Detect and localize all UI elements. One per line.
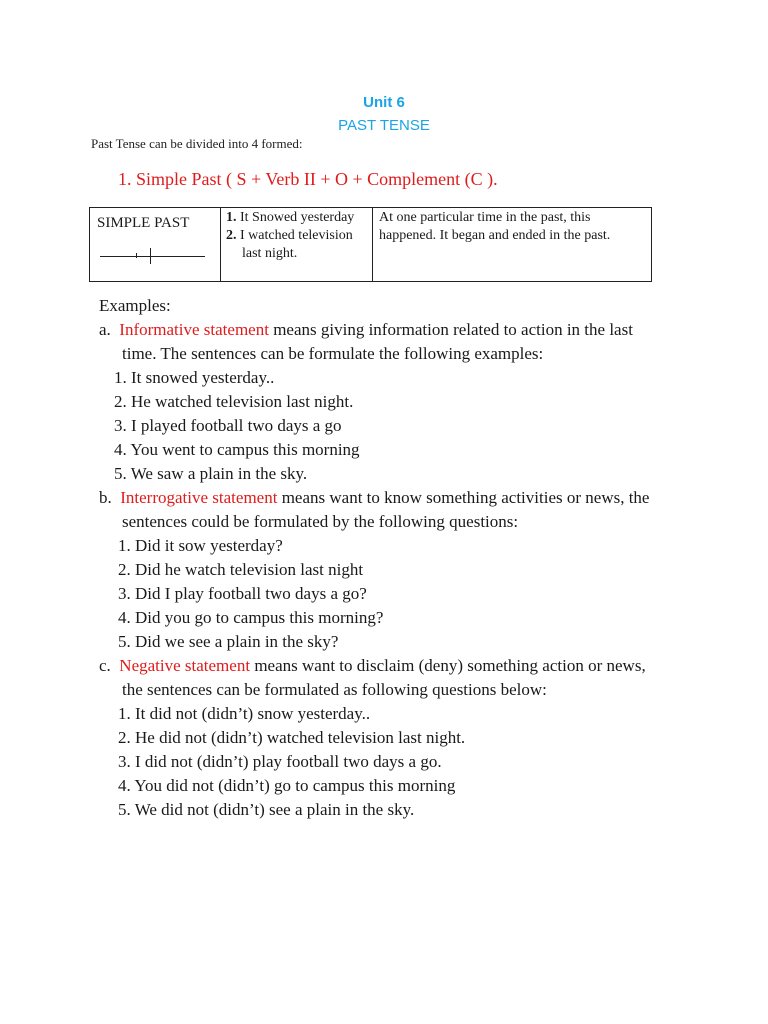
table-label: SIMPLE PAST <box>97 215 190 231</box>
group-c-letter: c. <box>99 656 111 675</box>
list-item: 3. I did not (didn’t) play football two days a go. <box>118 752 442 771</box>
list-item: 2. He did not (didn’t) watched television last night. <box>118 728 466 747</box>
group-b-term: Interrogative statement <box>120 488 278 507</box>
list-item: 2. He watched television last night. <box>114 392 354 411</box>
table-example-1: 1. It Snowed yesterday <box>226 210 355 225</box>
group-a-line-2: time. The sentences can be formulate the following examples: <box>122 344 544 363</box>
section-heading: 1. Simple Past ( S + Verb II + O + Complement (C ). <box>118 169 498 189</box>
table-label-cell <box>90 208 221 281</box>
timeline-diagram <box>100 248 205 264</box>
list-item: 3. I played football two days a go <box>114 416 342 435</box>
group-a-term: Informative statement <box>119 320 269 339</box>
list-item: 4. You did not (didn’t) go to campus this morning <box>118 776 456 795</box>
table-example-3: last night. <box>242 246 298 261</box>
unit-title: Unit 6 <box>363 94 405 111</box>
group-c-line-2: the sentences can be formulated as following questions below: <box>122 680 547 699</box>
list-item: 5. We saw a plain in the sky. <box>114 464 308 483</box>
group-b-line-1: b. Interrogative statement means want to know something activities or news, the <box>99 488 650 507</box>
list-item: 1. Did it sow yesterday? <box>118 536 283 555</box>
table-description-line-1: At one particular time in the past, this <box>379 210 591 225</box>
table-examples-cell <box>221 208 373 281</box>
list-item: 1. It did not (didn’t) snow yesterday.. <box>118 704 371 723</box>
list-item: 1. It snowed yesterday.. <box>114 368 275 387</box>
simple-past-table <box>89 207 652 282</box>
group-c-term: Negative statement <box>119 656 251 675</box>
examples-label: Examples: <box>99 296 171 315</box>
list-item: 4. You went to campus this morning <box>114 440 360 459</box>
group-a-line-1: a. Informative statement means giving information related to action in the last <box>99 320 633 339</box>
list-item: 2. Did he watch television last night <box>118 560 364 579</box>
list-item: 5. Did we see a plain in the sky? <box>118 632 339 651</box>
group-b-letter: b. <box>99 488 112 507</box>
list-item: 3. Did I play football two days a go? <box>118 584 367 603</box>
table-description-cell <box>373 208 651 281</box>
table-description-line-2: happened. It began and ended in the past. <box>379 228 611 243</box>
list-item: 5. We did not (didn’t) see a plain in the sky. <box>118 800 415 819</box>
group-c-line-1: c. Negative statement means want to disclaim (deny) something action or news, <box>99 656 646 675</box>
table-example-2: 2. I watched television <box>226 228 353 243</box>
page-subtitle: PAST TENSE <box>338 117 430 134</box>
intro-text: Past Tense can be divided into 4 formed: <box>91 136 303 151</box>
group-b-line-2: sentences could be formulated by the following questions: <box>122 512 519 531</box>
group-a-letter: a. <box>99 320 111 339</box>
list-item: 4. Did you go to campus this morning? <box>118 608 384 627</box>
